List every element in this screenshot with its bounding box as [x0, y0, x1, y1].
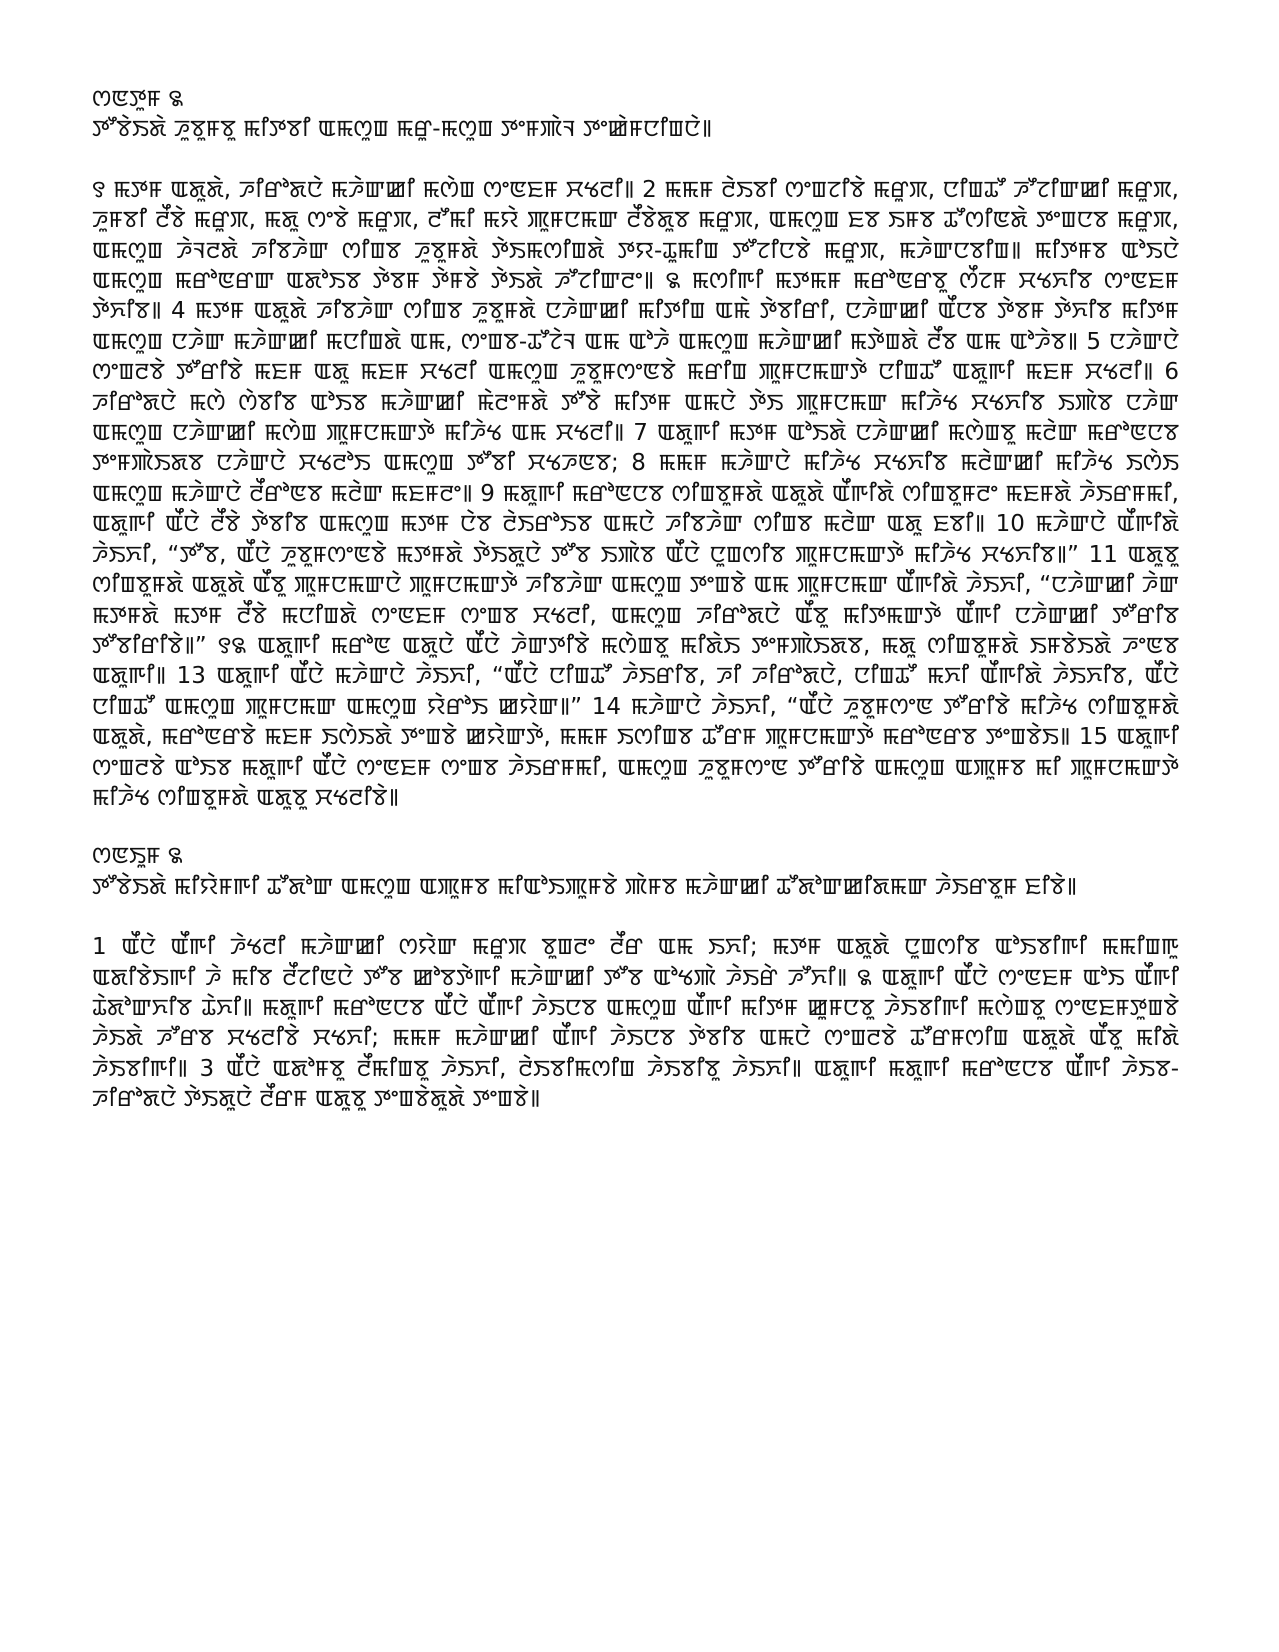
chapter-summary: ꯇꯧꯕꯥꯏꯗꯥ ꯃꯤꯌꯥꯝꯒꯤ ꯊꯧꯗꯣꯛ ꯑꯃꯁꯨꯡ ꯑꯄꯨꯝꯕ ꯃꯤꯑꯣꯏꯄꯨꯝꯕꯥ ꯄꯥꯝꯕ ꯃꯍꯥꯛꯀꯤ ꯊꯧꯗꯣꯛꯀꯤꯗꯃꯛ ꯍꯥꯏꯔꯕꯨꯝ ꯐꯤꯕꯥ꯫	[92, 873, 1078, 900]
chapter-section	[92, 84, 1179, 813]
chapter-section	[92, 841, 1179, 1114]
chapter-text: 1 ꯑꯩꯅꯥ ꯑꯩꯒꯤ ꯍꯥꯠꯂꯤ ꯃꯍꯥꯛꯀꯤ ꯁꯌꯥꯛ ꯃꯔꯨꯞ ꯕꯨꯡꯂꯦ ꯂꯩꯔ ꯑꯃ ꯏꯈꯤ; ꯃꯇꯝ ꯑꯗꯨꯗꯥ ꯅꯨꯡꯁꯤꯕ ꯑꯣꯏꯕꯤꯒꯤ ꯃꯃꯤꯡꯒꯨ ꯑꯗꯤꯕꯥꯏꯒꯤ ꯍꯥ ꯃꯤꯕ ꯂꯩꯖꯤꯟꯅꯥ ꯇꯧꯕ ꯀꯣꯕꯇꯥꯒꯤ ꯃꯍꯥꯛꯀꯤ ꯇꯧꯕ ꯑꯣꯠꯄꯥ ꯍꯥꯏꯔꯥ ꯍꯧꯈꯤ꯫ ꯲ ꯑꯗꯨꯒꯤ ꯑꯩꯅꯥ ꯁꯦꯟꯐꯝ ꯑꯣꯏ ꯑꯩꯒꯤ ꯊꯥꯗꯣꯛꯈꯤꯕ ꯊꯥꯈꯤ꯫ ꯃꯗꯨꯒꯤ ꯃꯔꯣꯟꯅꯕ ꯑꯩꯅꯥ ꯑꯩꯒꯤ ꯍꯥꯏꯅꯕ ꯑꯃꯁꯨꯡ ꯑꯩꯒꯤ ꯃꯤꯇꯝ ꯀꯨꯝꯅꯕꯨ ꯍꯥꯏꯕꯤꯒꯤ ꯃꯁꯥꯡꯕꯨ ꯁꯦꯟꯐꯝꯇꯨꯡꯕꯥ ꯍꯥꯏꯗꯥ ꯍꯧꯔꯕ ꯆꯠꯂꯤꯕꯥ ꯆꯠꯈꯤ; ꯃꯃꯝ ꯃꯍꯥꯛꯀꯤ ꯑꯩꯒꯤ ꯍꯥꯏꯅꯕ ꯇꯥꯕꯤꯕ ꯑꯃꯅꯥ ꯁꯦꯡꯂꯕꯥ ꯊꯧꯔꯝꯁꯤꯡ ꯑꯗꯨꯗꯥ ꯑꯩꯕꯨ ꯃꯤꯗꯥ ꯍꯥꯏꯕꯤꯒꯤ꯫ 3 ꯑꯩꯅꯥ ꯑꯗꯣꯝꯕꯨ ꯂꯩꯃꯤꯡꯕꯨ ꯍꯥꯏꯈꯤ, ꯂꯥꯏꯕꯤꯃꯁꯤꯡ ꯍꯥꯏꯕꯤꯕꯨ ꯍꯥꯏꯈꯤ꯫ ꯑꯗꯨꯒꯤ ꯃꯗꯨꯒꯤ ꯃꯔꯣꯟꯅꯕ ꯑꯩꯒꯤ ꯍꯥꯏꯕ-ꯍꯤꯔꯣꯗꯅꯥ ꯇꯥꯏꯗꯨꯅꯥ ꯂꯩꯔꯝ ꯑꯗꯨꯕꯨ ꯇꯦꯡꯕꯥꯗꯨꯗꯥ ꯇꯦꯡꯕꯥ꯫	[92, 934, 1179, 1113]
chapter-heading: ꯁꯟꯏꯨꯝ ꯲	[92, 843, 183, 870]
chapter-heading: ꯁꯟꯇꯨꯝ ꯲	[92, 86, 184, 112]
chapter-text: ꯱ ꯃꯇꯝ ꯑꯗꯨꯗꯥ, ꯍꯤꯔꯣꯗꯅꯥ ꯃꯍꯥꯛꯀꯤ ꯃꯁꯥꯡ ꯁꯦꯟꯐꯝ ꯆꯠꯂꯤ꯫ 2 ꯃꯃꯝ ꯂꯥꯏꯕꯤ ꯁꯦꯡꯖꯤꯕꯥ ꯃꯔꯨꯞ, ꯅꯤꯡꯊꯧ ꯍꯧꯖꯤꯛꯀꯤ ꯃꯔꯨꯞ, ꯍꯨꯝꯕꯤ ꯂꯩꯕꯥ ꯃꯔꯨꯞ, ꯃꯗꯨ ꯁꯦꯕꯥ ꯃꯔꯨꯞ, ꯂꯧꯃꯤ ꯃꯌꯥ ꯄꯨꯝꯅꯃꯛ ꯂꯩꯕꯥꯗꯨꯕ ꯃꯔꯨꯞ, ꯑꯃꯁꯨꯡ ꯐꯕ ꯏꯝꯕ ꯊꯧꯁꯤꯟꯗꯥ ꯇꯦꯡꯅꯕ ꯃꯔꯨꯞ, ꯑꯃꯁꯨꯡ ꯍꯥꯜꯂꯗꯥ ꯍꯤꯕꯍꯥꯛ ꯁꯤꯡꯕ ꯍꯨꯕꯨꯝꯗꯥ ꯇꯥꯏꯃꯁꯤꯡꯗꯥ ꯇꯌ-ꯊꯨꯃꯤꯡ ꯇꯧꯖꯤꯅꯕꯥ ꯃꯔꯨꯞ, ꯃꯍꯥꯛꯅꯕꯤꯡ꯫ ꯃꯤꯇꯝꯕ ꯑꯣꯏꯅꯥ ꯑꯃꯁꯨꯡ ꯃꯔꯣꯟꯔꯛ ꯑꯗꯣꯏꯕ ꯇꯥꯕꯝ ꯇꯥꯝꯕꯥ ꯇꯥꯏꯗꯥ ꯍꯧꯖꯤꯛꯂꯦ꯫ ꯲ ꯃꯁꯤꯒꯤ ꯃꯇꯃꯝ ꯃꯔꯣꯟꯔꯕꯨ ꯁꯩꯖꯝ ꯆꯠꯈꯤꯕ ꯁꯦꯟꯐꯝ ꯇꯥꯈꯤꯕ꯫ 4 ꯃꯇꯝ ꯑꯗꯨꯗꯥ ꯍꯤꯕꯍꯥꯛ ꯁꯤꯡꯕ ꯍꯨꯕꯨꯝꯗꯥ ꯅꯍꯥꯛꯀꯤ ꯃꯤꯇꯤꯡ ꯑꯃꯥ ꯇꯥꯕꯤꯔꯤ, ꯅꯍꯥꯛꯀꯤ ꯑꯩꯅꯕ ꯇꯥꯕꯝ ꯇꯥꯈꯤꯕ ꯃꯤꯇꯝ ꯑꯃꯁꯨꯡ ꯅꯍꯥꯛ ꯃꯍꯥꯛꯀꯤ ꯃꯅꯤꯡꯗꯥ ꯑꯃ, ꯁꯦꯡꯕ-ꯊꯧꯖꯥꯜ ꯑꯃ ꯑꯣꯍꯥ ꯑꯃꯁꯨꯡ ꯃꯍꯥꯛꯀꯤ ꯃꯇꯥꯡꯗꯥ ꯂꯩꯕ ꯑꯃ ꯑꯣꯍꯥꯕ꯫ 5 ꯅꯍꯥꯛꯅꯥ ꯁꯦꯡꯂꯕꯥ ꯇꯧꯔꯤꯕꯥ ꯃꯐꯝ ꯑꯗꯨ ꯃꯐꯝ ꯆꯠꯂꯤ ꯑꯃꯁꯨꯡ ꯍꯨꯕꯨꯝꯁꯦꯟꯕꯥ ꯃꯔꯤꯡ ꯄꯨꯝꯅꯃꯛꯇꯥ ꯅꯤꯡꯊꯧ ꯑꯗꯨꯒꯤ ꯃꯐꯝ ꯆꯠꯂꯤ꯫ 6 ꯍꯤꯔꯣꯗꯅꯥ ꯃꯁꯥ ꯁꯥꯕꯤꯕ ꯑꯣꯏꯕ ꯃꯍꯥꯛꯀꯤ ꯃꯥꯂꯦꯝꯗꯥ ꯇꯧꯕꯥ ꯃꯤꯇꯝ ꯑꯃꯅꯥ ꯇꯥꯏ ꯄꯨꯝꯅꯃꯛ ꯃꯤꯍꯥꯠ ꯆꯠꯈꯤꯕ ꯏꯄꯥꯕ ꯅꯍꯥꯛ ꯑꯃꯁꯨꯡ ꯅꯍꯥꯛꯀꯤ ꯃꯁꯥꯡ ꯄꯨꯝꯅꯃꯛꯇꯥ ꯃꯤꯍꯥꯠ ꯑꯃ ꯆꯠꯂꯤ꯫ 7 ꯑꯗꯨꯒꯤ ꯃꯇꯝ ꯑꯣꯏꯗꯥ ꯅꯍꯥꯛꯀꯤ ꯃꯁꯥꯡꯕꯨ ꯃꯂꯥꯛ ꯃꯔꯣꯟꯅꯕ ꯇꯦꯝꯄꯥꯏꯗꯕ ꯅꯍꯥꯛꯅꯥ ꯆꯠꯂꯣꯏ ꯑꯃꯁꯨꯡ ꯇꯧꯕꯤ ꯆꯠꯍꯟꯕ; 8 ꯃꯃꯝ ꯃꯍꯥꯛꯅꯥ ꯃꯤꯍꯥꯠ ꯆꯠꯈꯤꯕ ꯃꯂꯥꯛꯀꯤ ꯃꯤꯍꯥꯠ ꯏꯁꯥꯏ ꯑꯃꯁꯨꯡ ꯃꯍꯥꯛꯅꯥ ꯂꯩꯔꯣꯟꯕ ꯃꯂꯥꯛ ꯃꯐꯝꯂꯦ꯫ 9 ꯃꯗꯨꯒꯤ ꯃꯔꯣꯟꯅꯕ ꯁꯤꯡꯕꯨꯝꯗꯥ ꯑꯗꯨꯗꯥ ꯑꯩꯒꯤꯗꯥ ꯁꯤꯡꯕꯨꯝꯂꯦ ꯃꯐꯝꯗꯥ ꯍꯥꯏꯔꯝꯃꯤ, ꯑꯗꯨꯒꯤ ꯑꯩꯅꯥ ꯂꯩꯕꯥ ꯇꯥꯕꯤꯕ ꯑꯃꯁꯨꯡ ꯃꯇꯝ ꯅꯥꯕ ꯂꯥꯏꯔꯣꯏꯕ ꯑꯃꯅꯥ ꯍꯤꯕꯍꯥꯛ ꯁꯤꯡꯕ ꯃꯂꯥꯛ ꯑꯗꯨ ꯐꯕꯤ꯫ 10 ꯃꯍꯥꯛꯅꯥ ꯑꯩꯒꯤꯗꯥ ꯍꯥꯏꯈꯤ, “ꯇꯧꯕ, ꯑꯩꯅꯥ ꯍꯨꯕꯨꯝꯁꯦꯟꯕꯥ ꯃꯇꯝꯗꯥ ꯇꯥꯏꯗꯨꯅꯥ ꯇꯧꯕ ꯏꯄꯥꯕ ꯑꯩꯅꯥ ꯅꯨꯡꯁꯤꯕ ꯄꯨꯝꯅꯃꯛꯇꯥ ꯃꯤꯍꯥꯠ ꯆꯠꯈꯤꯕ꯫” 11 ꯑꯗꯨꯕꯨ ꯁꯤꯡꯕꯨꯝꯗꯥ ꯑꯗꯨꯗꯥ ꯑꯩꯕꯨ ꯄꯨꯝꯅꯃꯛꯅꯥ ꯄꯨꯝꯅꯃꯛꯇꯥ ꯍꯤꯕꯍꯥꯛ ꯑꯃꯁꯨꯡ ꯇꯦꯡꯕꯥ ꯑꯃ ꯄꯨꯝꯅꯃꯛ ꯑꯩꯒꯤꯗꯥ ꯍꯥꯏꯈꯤ, “ꯅꯍꯥꯛꯀꯤ ꯍꯥꯛ ꯃꯇꯝꯗꯥ ꯃꯇꯝ ꯂꯩꯕꯥ ꯃꯅꯤꯡꯗꯥ ꯁꯦꯟꯐꯝ ꯁꯦꯡꯕ ꯆꯠꯂꯤ, ꯑꯃꯁꯨꯡ ꯍꯤꯔꯣꯗꯅꯥ ꯑꯩꯕꯨ ꯃꯤꯇꯃꯛꯇꯥ ꯑꯩꯒꯤ ꯅꯍꯥꯛꯀꯤ ꯇꯧꯔꯤꯕ ꯇꯧꯕꯤꯔꯤꯕꯥ꯫” ꯱꯲ ꯑꯗꯨꯒꯤ ꯃꯔꯣꯟ ꯑꯗꯨꯅꯥ ꯑꯩꯅꯥ ꯍꯥꯛꯇꯤꯕꯥ ꯃꯁꯥꯡꯕꯨ ꯃꯤꯗꯥꯏ ꯇꯦꯝꯄꯥꯏꯗꯕ, ꯃꯗꯨ ꯁꯤꯡꯕꯨꯝꯗꯥ ꯏꯝꯕꯥꯏꯗꯥ ꯍꯦꯟꯕ ꯑꯗꯨꯒꯤ꯫ 13 ꯑꯗꯨꯒꯤ ꯑꯩꯅꯥ ꯃꯍꯥꯛꯅꯥ ꯍꯥꯏꯈꯤ, “ꯑꯩꯅꯥ ꯅꯤꯡꯊꯧ ꯍꯥꯏꯔꯤꯕ, ꯍꯤ ꯍꯤꯔꯣꯗꯅꯥ, ꯅꯤꯡꯊꯧ ꯃꯈꯤ ꯑꯩꯒꯤꯗꯥ ꯍꯥꯏꯈꯤꯕ, ꯑꯩꯅꯥ ꯅꯤꯡꯊꯧ ꯑꯃꯁꯨꯡ ꯄꯨꯝꯅꯃꯛ ꯑꯃꯁꯨꯡ ꯌꯥꯔꯣꯏ ꯀꯌꯥꯛ꯫” 14 ꯃꯍꯥꯛꯅꯥ ꯍꯥꯏꯈꯤ, “ꯑꯩꯅꯥ ꯍꯨꯕꯨꯝꯁꯦꯟ ꯇꯧꯔꯤꯕꯥ ꯃꯤꯍꯥꯠ ꯁꯤꯡꯕꯨꯝꯗꯥ ꯑꯗꯨꯗꯥ, ꯃꯔꯣꯟꯔꯕꯥ ꯃꯐꯝ ꯏꯁꯥꯏꯗꯥ ꯇꯦꯡꯕꯥ ꯀꯌꯥꯛꯇꯥ, ꯃꯃꯝ ꯏꯁꯤꯡꯕ ꯊꯧꯔꯝ ꯄꯨꯝꯅꯃꯛꯇꯥ ꯃꯔꯣꯟꯔꯕ ꯇꯦꯡꯕꯥꯏ꯫ 15 ꯑꯗꯨꯒꯤ ꯁꯦꯡꯂꯕꯥ ꯑꯣꯏꯕ ꯃꯗꯨꯒꯤ ꯑꯩꯅꯥ ꯁꯦꯟꯐꯝ ꯁꯦꯡꯕ ꯍꯥꯏꯔꯝꯃꯤ, ꯑꯃꯁꯨꯡ ꯍꯨꯕꯨꯝꯁꯦꯟ ꯇꯧꯔꯤꯕꯥ ꯑꯃꯁꯨꯡ ꯑꯄꯨꯝꯕ ꯃꯤ ꯄꯨꯝꯅꯃꯛꯇꯥ ꯃꯤꯍꯥꯠ ꯁꯤꯡꯕꯨꯝꯗꯥ ꯑꯗꯨꯕꯨ ꯆꯠꯂꯤꯕꯥ꯫	[92, 176, 1179, 811]
chapter-summary: ꯇꯧꯕꯥꯏꯗꯥ ꯍꯨꯕꯨꯝꯕꯨ ꯃꯤꯇꯕꯤ ꯑꯃꯁꯨꯡ ꯃꯔꯨ-ꯃꯁꯨꯡ ꯇꯦꯝꯄꯥꯜ ꯇꯦꯀꯥꯝꯅꯤꯡꯅꯥ꯫	[92, 116, 713, 143]
